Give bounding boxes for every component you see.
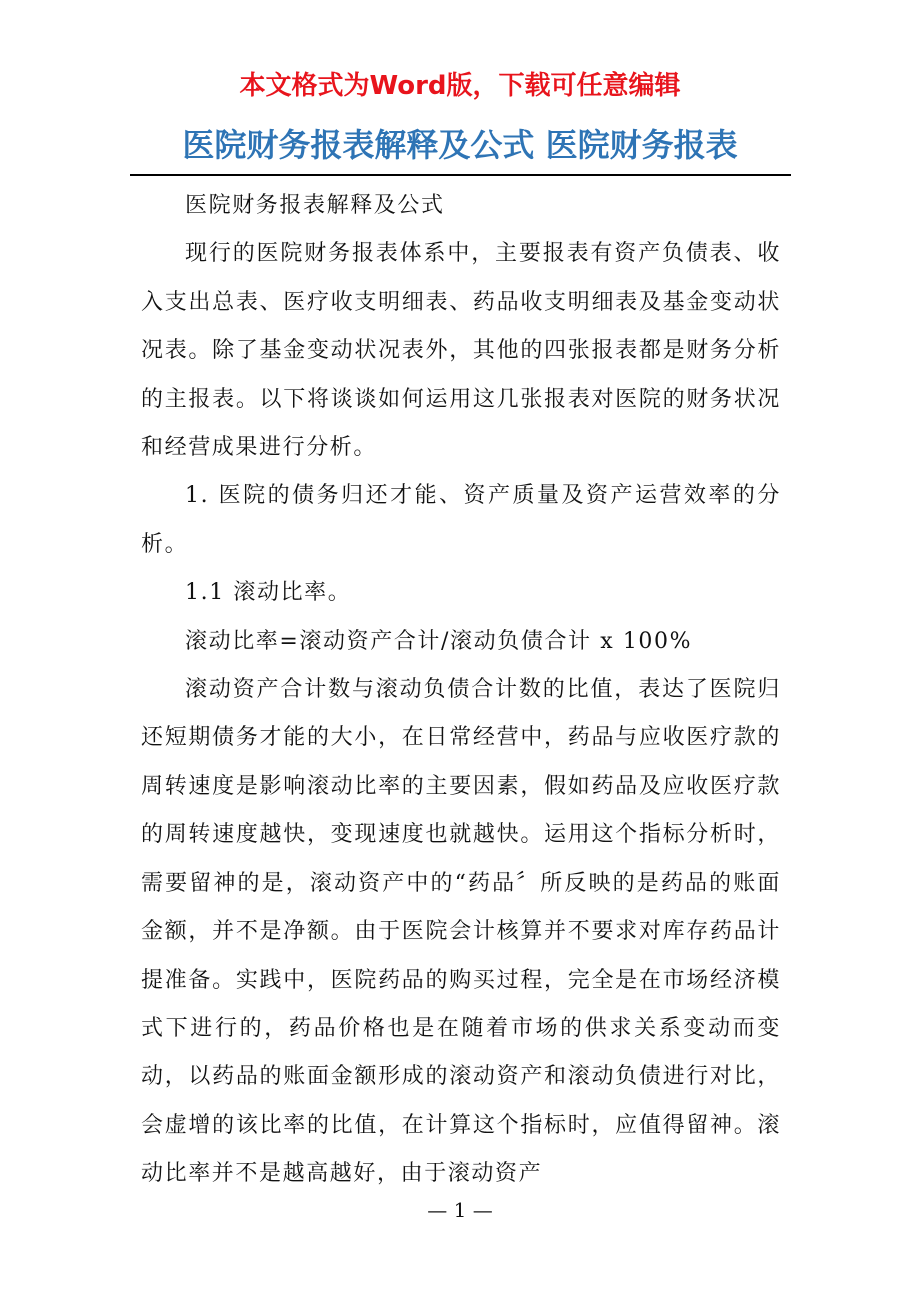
download-banner: 本文格式为Word版，下载可任意编辑 xyxy=(239,71,681,101)
subsection-heading: 1. 医院的债务归还才能、资产质量及资产运营效率的分析。 xyxy=(141,483,781,557)
page-number: — 1 — xyxy=(427,1198,493,1222)
intro-paragraph: 现行的医院财务报表体系中，主要报表有资产负债表、收入支出总表、医疗收支明细表、药品收支明细表及基金变动状况表。除了基金变动状况表外，其他的四张报表都是财务分析的主报表。以下将谈谈如何运用这几张报表对医院的财务状况和经营成果进行分析。 xyxy=(141,241,781,461)
title-divider xyxy=(130,174,791,176)
section-heading: 医院财务报表解释及公式 xyxy=(185,193,445,218)
formula-line: 滚动比率=滚动资产合计/滚动负债合计 x 100% xyxy=(185,628,693,654)
document-body xyxy=(141,182,781,1199)
subsubsection-heading: 1.1 滚动比率。 xyxy=(185,580,352,606)
body-paragraph: 滚动资产合计数与滚动负债合计数的比值，表达了医院归还短期债务才能的大小，在日常经营中，药品与应收医疗款的周转速度是影响滚动比率的主要因素，假如药品及应收医疗款的周转速度越快，变现速度也就越快。运用这个指标分析时，需要留神的是，滚动资产中的“药品〞所反映的是药品的账面金额，并不是净额。由于医院会计核算并不要求对库存药品计提准备。实践中，医院药品的购买过程，完全是在市场经济模式下进行的，药品价格也是在随着市场的供求关系变动而变动，以药品的账面金额形成的滚动资产和滚动负债进行对比，会虚增的该比率的比值，在计算这个指标时，应值得留神。滚动比率并不是越高越好，由于滚动资产 xyxy=(141,677,781,1187)
document-title: 医院财务报表解释及公式 医院财务报表 xyxy=(182,126,738,164)
